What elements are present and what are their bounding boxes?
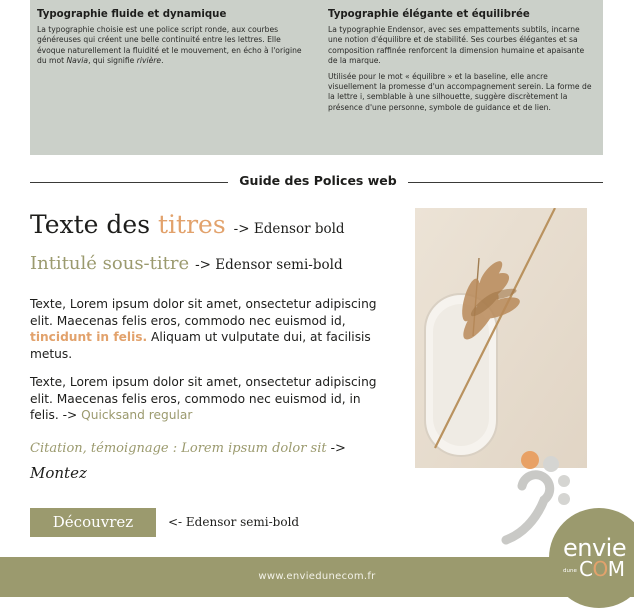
body-text-sample-1: Texte, Lorem ipsum dolor sit amet, onsectetur adipiscing elit. Maecenas felis eros, commodo nec euismod id, tincidunt in felis. Aliquam ut vulputate dui, at facilisis metus. [30, 297, 377, 361]
script-font-heading: Typographie fluide et dynamique [37, 9, 227, 20]
script-font-description [37, 8, 305, 72]
script-font-text: La typographie choisie est une police script ronde, aux courbes généreuses qui créent une belle continuité entre les lettres. Elle évoque naturellement la fluidité et le mouvement, en écho à l'origine du mot Navia, qui signifie rivière. [37, 25, 302, 66]
button-font-note: <- Edensor semi-bold [168, 515, 300, 529]
dried-grass-photo-illustration [415, 208, 587, 468]
subtitle-font-note: -> Edensor semi-bold [195, 257, 343, 273]
divider-right [408, 182, 603, 183]
title-sample-text: Texte des [30, 210, 158, 239]
quote-sample-text: Citation, témoignage : Lorem ipsum dolor sit [30, 441, 327, 456]
serif-font-description [328, 8, 596, 118]
divider-left [30, 182, 228, 183]
decorative-photo [415, 208, 587, 468]
title-font-note: -> Edensor bold [233, 221, 345, 237]
body-font-name: Quicksand regular [81, 408, 193, 423]
logo-text-com: COM [579, 557, 625, 581]
serif-font-text-2: Utilisée pour le mot « équilibre » et la baseline, elle ancre visuellement la promesse d'un accompagnement serein. La forme de la lettre i, semblable à une silhouette, suggère discrètement la présence d'une personne, symbole de guidance et de lien. [328, 71, 592, 112]
serif-font-text-1: La typographie Endensor, avec ses empattements subtils, incarne une notion d'équilibre et de stabilité. Ses courbes élégantes et sa composition raffinée renforcent la dimension humaine et apaisante de la marque. [328, 25, 585, 66]
title-font-sample [30, 210, 345, 239]
quote-arrow: -> [330, 441, 346, 456]
footer [0, 557, 634, 597]
subtitle-font-sample [30, 253, 343, 274]
highlighted-text: tincidunt in felis. [30, 330, 148, 345]
logo-text-envie: envie [563, 534, 627, 562]
guide-title: Guide des Polices web [239, 173, 397, 188]
font-description-panel [30, 0, 603, 155]
footer-website-url[interactable]: www.enviedunecom.fr [258, 571, 376, 582]
serif-font-heading: Typographie élégante et équilibrée [328, 9, 530, 20]
title-sample-accent: titres [158, 210, 226, 239]
body-text-sample-2: Texte, Lorem ipsum dolor sit amet, onsectetur adipiscing elit. Maecenas felis eros, commodo nec euismod id, in felis. -> Quicksand regular [30, 375, 377, 423]
guide-section-header [30, 170, 603, 194]
logo-text-dune: dune [563, 568, 577, 574]
quote-font-sample [30, 437, 390, 482]
discover-button[interactable]: Découvrez [30, 508, 156, 537]
subtitle-sample-text: Intitulé sous-titre [30, 253, 190, 274]
quote-font-name: Montez [30, 464, 87, 482]
